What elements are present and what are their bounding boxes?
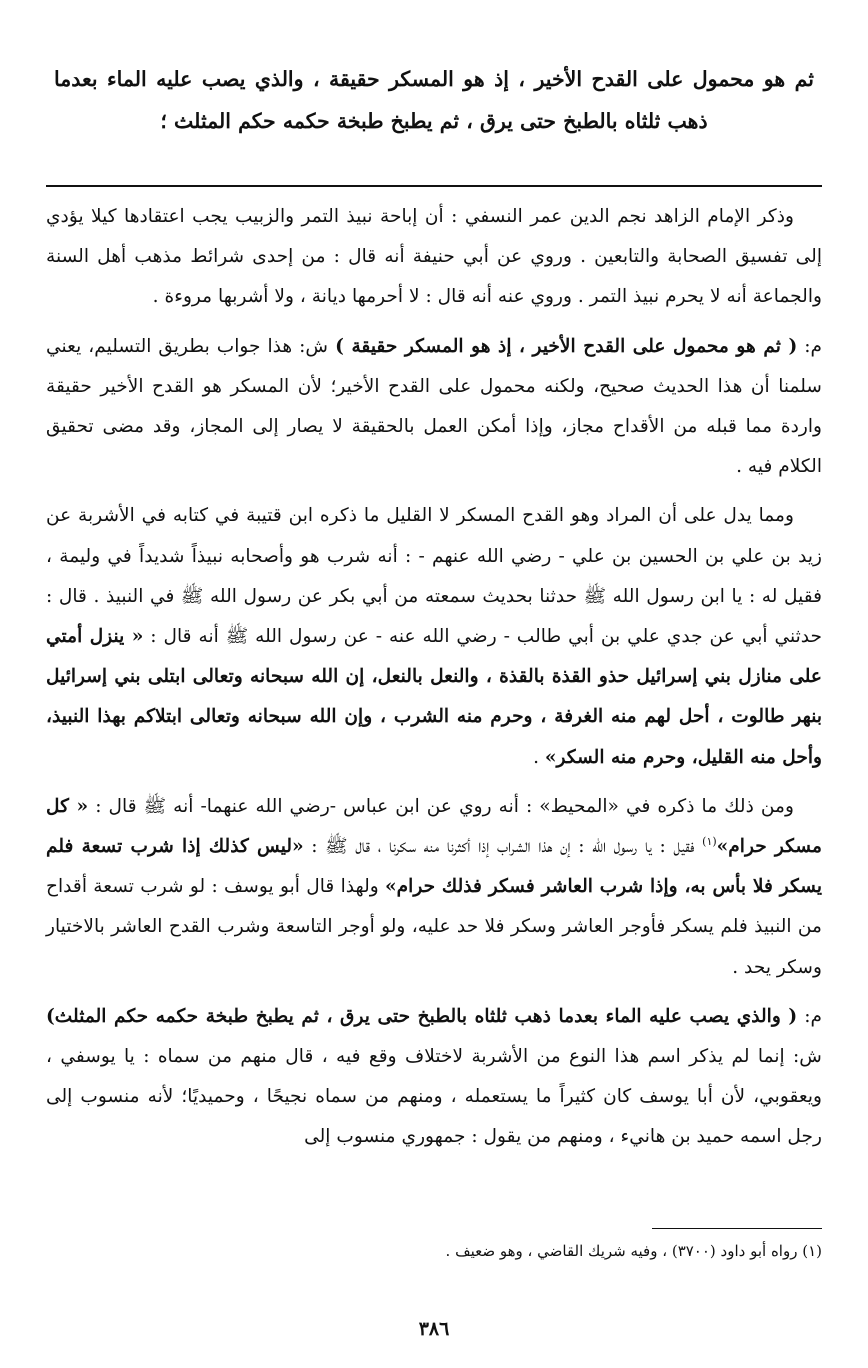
footnote-divider bbox=[652, 1228, 822, 1229]
paragraph-muhit bbox=[46, 787, 822, 988]
matn-quote: ( والذي يصب عليه الماء بعدما ذهب ثلثاه بالطبخ حتى يرق ، ثم يطبخ طبخة حكمه حكم المثلث) bbox=[46, 1005, 798, 1027]
narration-end: . bbox=[533, 746, 545, 768]
paragraph-sharh-1 bbox=[46, 327, 822, 488]
paragraph-sharh-2 bbox=[46, 997, 822, 1158]
narration-text: ومن ذلك ما ذكره في «المحيط» : أنه روي عن ابن عباس -رضي الله عنهما- أنه ﷺ قال : bbox=[88, 795, 794, 817]
hadith-quote: « كل مسكر حرام» bbox=[46, 795, 822, 858]
narration-text: ومما يدل على أن المراد وهو القدح المسكر لا القليل ما ذكره ابن قتيبة في كتابه في الأشربة عن زيد بن علي بن الحسين بن علي - رضي الله عنهم - : أنه شرب هو وأصحابه نبيذاً شديداً في وليمة ، فقيل له : يا ابن رسول الله ﷺ حدثنا بحديث سمعته من أبي بكر عن رسول الله ﷺ في النبيذ . قال : حدثني أبي عن جدي علي بن أبي طالب - رضي الله عنه - عن رسول الله ﷺ أنه قال : bbox=[46, 505, 822, 648]
page-number: ٣٨٦ bbox=[418, 1318, 450, 1340]
matn-quote: ( ثم هو محمول على القدح الأخير ، إذ هو المسكر حقيقة ) bbox=[335, 335, 798, 357]
sharh-text: ش: هذا جواب بطريق التسليم، يعني سلمنا أن هذا الحديث صحيح، ولكنه محمول على القدح الأخير؛ لأن المسكر هو القدح الأخير حقيقة واردة مما قبله من الأقداح مجاز، وإذا أمكن العمل بالحقيقة لا يصار إلى المجاز، وقد مضى تحقيق الكلام فيه . bbox=[46, 335, 822, 478]
sharh-text: ش: إنما لم يذكر اسم هذا النوع من الأشربة لاختلاف وقع فيه ، قال منهم من سماه : يا يوسفي ، ويعقوبي، لأن أبا يوسف كان كثيراً ما يستعمله ، ومنهم من سماه نجيحًا ، وحميديًا؛ لأنه منسوب إلى رجل اسمه حميد بن هانيء ، ومنهم من يقول : جمهوري منسوب إلى bbox=[46, 1046, 822, 1148]
hadith-quote: « ينزل أمتي على منازل بني إسرائيل حذو القذة بالقذة ، والنعل بالنعل، إن الله سبحانه وتعالى ابتلى بني إسرائيل بنهر طالوت ، أحل لهم منه الغرفة ، وحرم منه الشرب ، وإن الله سبحانه وتعالى ابتلاكم بهذا النبيذ، وأحل منه القليل، وحرم منه السكر» bbox=[46, 626, 822, 768]
hadith-quote: «ليس كذلك إذا شرب تسعة فلم يسكر فلا بأس به، وإذا شرب العاشر فسكر فذلك حرام» bbox=[46, 836, 823, 898]
matn-marker: م: bbox=[797, 335, 822, 357]
matn-divider bbox=[46, 185, 822, 187]
narration-text: ولهذا قال أبو يوسف : لو شرب تسعة أقداح من النبيذ فلم يسكر فأوجر العاشر وسكر فلا حد عليه، ولو أوجر التاسعة وشرب القدح العاشر بالاختيار وسكر يحد . bbox=[46, 876, 822, 978]
paragraph-nasafi: وذكر الإمام الزاهد نجم الدين عمر النسفي : أن إباحة نبيذ التمر والزبيب يجب اعتقادها كيلا يؤدي إلى تفسيق الصحابة والتابعين . وروي عن أبي حنيفة أنه قال : من إحدى شرائط مذهب أهل السنة والجماعة أنه لا يحرم نبيذ التمر . وروي عنه أنه قال : لا أحرمها ديانة ، ولا أشربها مروءة . bbox=[46, 206, 822, 308]
paragraph-ibn-qutayba bbox=[46, 496, 822, 777]
footnote-text: (١) رواه أبو داود (٣٧٠٠) ، وفيه شريك القاضي ، وهو ضعيف . bbox=[445, 1242, 822, 1260]
narration-text: فقيل : يا رسول الله : إن هذا الشراب إذا أكثرنا منه سكرنا ، قال ﷺ : bbox=[303, 836, 703, 858]
matn-marker: م: bbox=[797, 1005, 822, 1027]
footnote-marker[interactable]: (١) bbox=[702, 834, 717, 848]
matn-heading: ثم هو محمول على القدح الأخير ، إذ هو المسكر حقيقة ، والذي يصب عليه الماء بعدما ذهب ثلثاه بالطبخ حتى يرق ، ثم يطبخ طبخة حكمه حكم المثلث ؛ bbox=[54, 67, 814, 133]
